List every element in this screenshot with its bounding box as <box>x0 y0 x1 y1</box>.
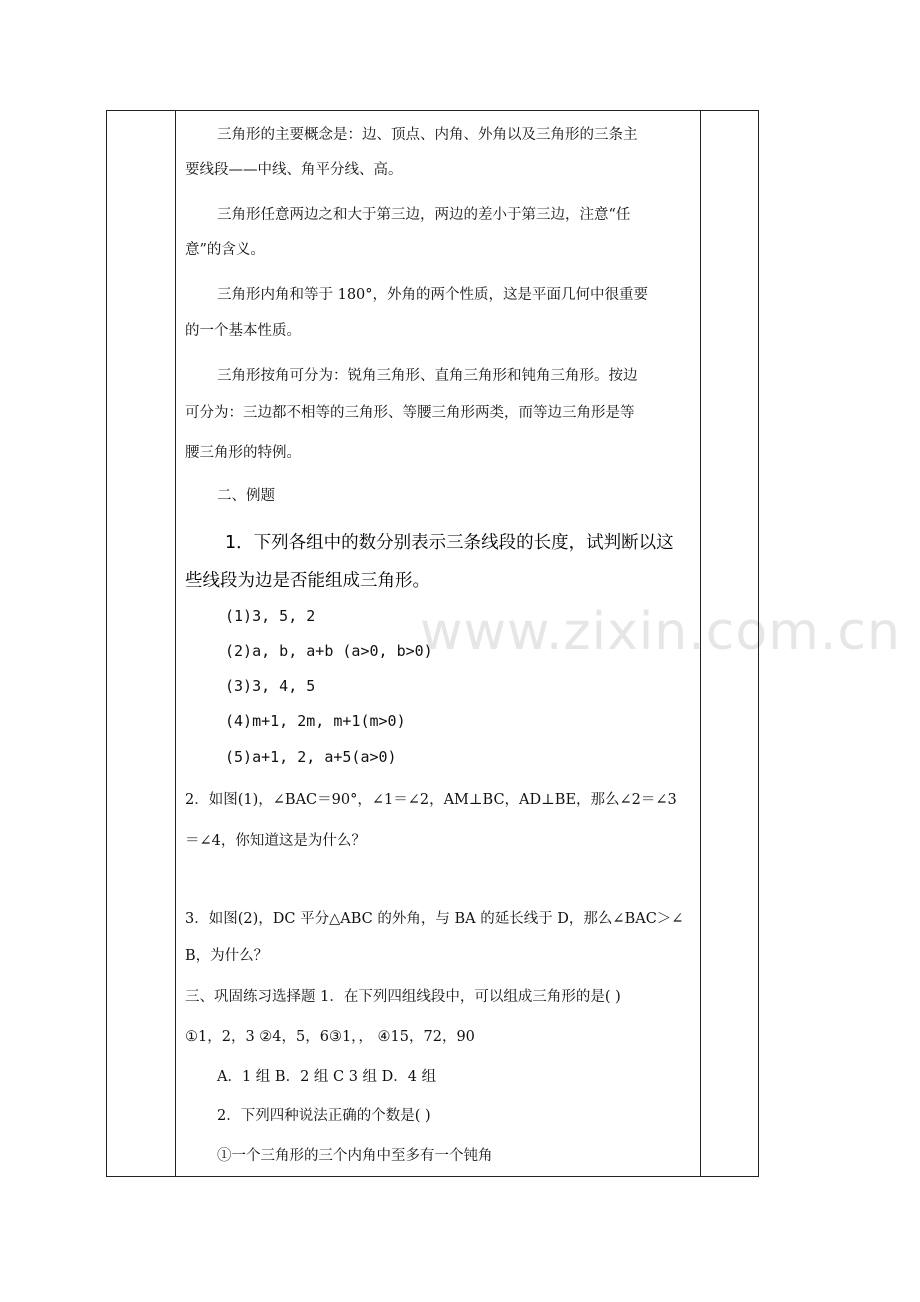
practice-heading-line: 三、巩固练习选择题 1．在下列四组线段中，可以组成三角形的是( ) <box>185 989 621 1005</box>
example-1-option: (1)3, 5, 2 <box>225 607 316 625</box>
example-1-question-line: 些线段为边是否能组成三角形。 <box>185 571 430 591</box>
table-column-divider-right <box>700 111 701 1176</box>
concept-paragraph-line: 三角形的主要概念是：边、顶点、内角、外角以及三角形的三条主 <box>217 127 638 143</box>
example-3-question-line: 3．如图(2)，DC 平分△ABC 的外角，与 BA 的延长线于 D，那么∠BAC＞∠ <box>185 911 684 927</box>
concept-paragraph-line: 要线段——中线、角平分线、高。 <box>185 162 403 178</box>
classification-paragraph-line: 可分为：三边都不相等的三角形、等腰三角形两类，而等边三角形是等 <box>185 405 635 421</box>
example-3-question-line: B，为什么？ <box>185 948 269 964</box>
example-1-option: (5)a+1, 2, a+5(a>0) <box>225 748 397 766</box>
practice-1-choices: A．1 组 B．2 组 C 3 组 D．4 组 <box>217 1069 437 1085</box>
practice-2-statement: ①一个三角形的三个内角中至多有一个钝角 <box>217 1148 493 1164</box>
classification-paragraph-line: 三角形按角可分为：锐角三角形、直角三角形和钝角三角形。按边 <box>217 368 638 384</box>
side-rule-paragraph-line: 三角形任意两边之和大于第三边，两边的差小于第三边，注意“任 <box>217 207 631 223</box>
example-2-question-line: 2．如图(1)，∠BAC＝90°，∠1＝∠2，AM⊥BC，AD⊥BE，那么∠2＝∠3 <box>185 792 677 808</box>
table-column-divider-left <box>175 111 176 1176</box>
example-1-option: (3)3, 4, 5 <box>225 677 316 695</box>
angle-sum-paragraph-line: 三角形内角和等于 180°，外角的两个性质，这是平面几何中很重要 <box>217 287 649 303</box>
practice-2-question: 2．下列四种说法正确的个数是( ) <box>217 1108 431 1124</box>
angle-sum-paragraph-line: 的一个基本性质。 <box>185 323 301 339</box>
classification-paragraph-line: 腰三角形的特例。 <box>185 445 301 461</box>
example-1-option: (4)m+1, 2m, m+1(m>0) <box>225 712 406 730</box>
examples-heading: 二、例题 <box>217 488 275 504</box>
example-1-option: (2)a, b, a+b (a>0, b>0) <box>225 642 433 660</box>
side-rule-paragraph-line: 意”的含义。 <box>185 242 265 258</box>
watermark-text: www.zixin.com.cn <box>420 602 901 662</box>
example-1-question-line: 1．下列各组中的数分别表示三条线段的长度，试判断以这 <box>225 533 674 553</box>
practice-1-groups: ①1，2，3 ②4，5，6③1，， ④15，72，90 <box>185 1029 475 1045</box>
example-2-question-line: ＝∠4，你知道这是为什么？ <box>185 833 366 849</box>
